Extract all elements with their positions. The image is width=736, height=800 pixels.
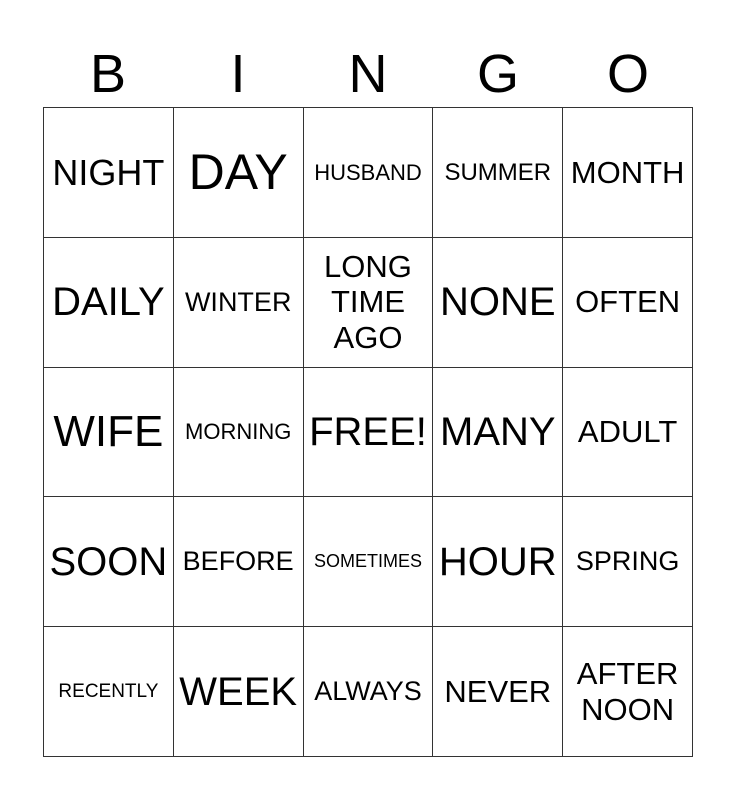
bingo-cell[interactable]: [563, 368, 693, 498]
bingo-cell[interactable]: [174, 627, 304, 757]
bingo-cell[interactable]: [44, 108, 174, 238]
cell-label: WINTER: [184, 286, 292, 317]
bingo-cell[interactable]: [44, 238, 174, 368]
bingo-cell[interactable]: [563, 238, 693, 368]
cell-label: BEFORE: [182, 546, 294, 577]
cell-label: WEEK: [179, 669, 298, 714]
cell-label: AFTER NOON: [576, 655, 679, 727]
cell-label: SOON: [49, 539, 168, 584]
cell-label: SUMMER: [444, 158, 552, 186]
bingo-cell[interactable]: [563, 627, 693, 757]
cell-label: NIGHT: [52, 151, 165, 193]
cell-label: HOUR: [438, 539, 557, 584]
cell-label: NEVER: [444, 673, 552, 709]
cell-label: RECENTLY: [58, 680, 159, 702]
cell-label: HUSBAND: [314, 159, 422, 185]
cell-label: LONG TIME AGO: [324, 248, 412, 356]
bingo-cell[interactable]: [433, 238, 563, 368]
bingo-cell[interactable]: [174, 368, 304, 498]
bingo-cell[interactable]: [44, 368, 174, 498]
bingo-cell[interactable]: [563, 108, 693, 238]
cell-label: ALWAYS: [314, 676, 422, 707]
header-letter-o: O: [606, 44, 649, 104]
bingo-cell[interactable]: [304, 238, 434, 368]
bingo-cell[interactable]: [304, 108, 434, 238]
bingo-card-grid: [43, 107, 693, 757]
bingo-cell[interactable]: [563, 497, 693, 627]
cell-label: MORNING: [185, 419, 292, 445]
bingo-cell[interactable]: [174, 497, 304, 627]
bingo-cell[interactable]: [44, 497, 174, 627]
cell-label: OFTEN: [575, 284, 681, 320]
free-space-label: FREE!: [309, 409, 427, 454]
free-space-cell[interactable]: [304, 368, 434, 498]
cell-label: DAILY: [52, 280, 165, 325]
cell-label: SPRING: [575, 546, 680, 577]
bingo-cell[interactable]: [174, 108, 304, 238]
bingo-cell[interactable]: [174, 238, 304, 368]
cell-label: ADULT: [577, 414, 678, 450]
cell-label: MANY: [440, 409, 556, 454]
cell-label: SOMETIMES: [313, 551, 422, 572]
cell-label: MONTH: [570, 154, 685, 190]
bingo-cell[interactable]: [304, 627, 434, 757]
bingo-cell[interactable]: [304, 497, 434, 627]
header-letter-b: B: [89, 44, 127, 104]
header-letter-i: I: [230, 44, 246, 104]
bingo-cell[interactable]: [433, 368, 563, 498]
cell-label: DAY: [188, 143, 288, 200]
header-letter-n: N: [348, 44, 388, 104]
bingo-cell[interactable]: [433, 108, 563, 238]
bingo-cell[interactable]: [433, 497, 563, 627]
cell-label: NONE: [440, 280, 556, 325]
header-letter-g: G: [476, 44, 519, 104]
bingo-cell[interactable]: [433, 627, 563, 757]
cell-label: WIFE: [53, 406, 164, 456]
bingo-cell[interactable]: [44, 627, 174, 757]
bingo-header: [43, 40, 693, 108]
